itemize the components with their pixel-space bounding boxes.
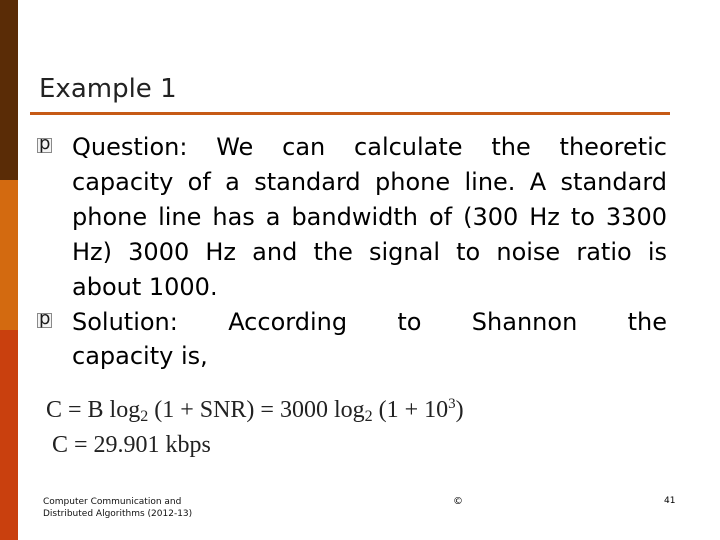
bullet-solution-text: Solution: According to Shannon the <box>72 308 667 336</box>
formula-log-base-2: 2 <box>364 408 373 425</box>
bullet-question <box>37 130 667 305</box>
side-bar-bottom <box>0 330 18 540</box>
bullet-solution <box>37 305 667 340</box>
formula-rhs-close: ) <box>455 397 464 423</box>
title-underline <box>30 112 670 115</box>
footer-course-title: Computer Communication and Distributed Algorithms (2012-13) <box>43 497 193 519</box>
bullet-marker-icon <box>37 313 52 328</box>
slide-title: Example 1 <box>39 74 177 104</box>
bullet-marker-icon <box>37 138 52 153</box>
bullet-question-text: Question: We can calculate the theoretic capacity of a standard phone line. A standard phone line has a bandwidth of (300 Hz to 3300 Hz) 3000 Hz and the signal to noise ratio is about 1000. <box>72 133 667 301</box>
formula-exponent: 3 <box>448 396 456 412</box>
page-number: 41 <box>664 496 676 506</box>
shannon-formula <box>46 396 464 426</box>
bullet-solution-continuation: capacity is, <box>72 342 208 370</box>
formula-mid: (1 + SNR) = 3000 log <box>148 397 365 423</box>
side-bar-top <box>0 0 18 180</box>
capacity-result: C = 29.901 kbps <box>52 432 211 458</box>
footer-copyright: © <box>453 496 463 507</box>
formula-log-base-1: 2 <box>140 408 149 425</box>
side-bar-middle <box>0 180 18 330</box>
formula-rhs-open: (1 + 10 <box>372 397 449 423</box>
formula-lhs: C = B log <box>46 397 141 423</box>
